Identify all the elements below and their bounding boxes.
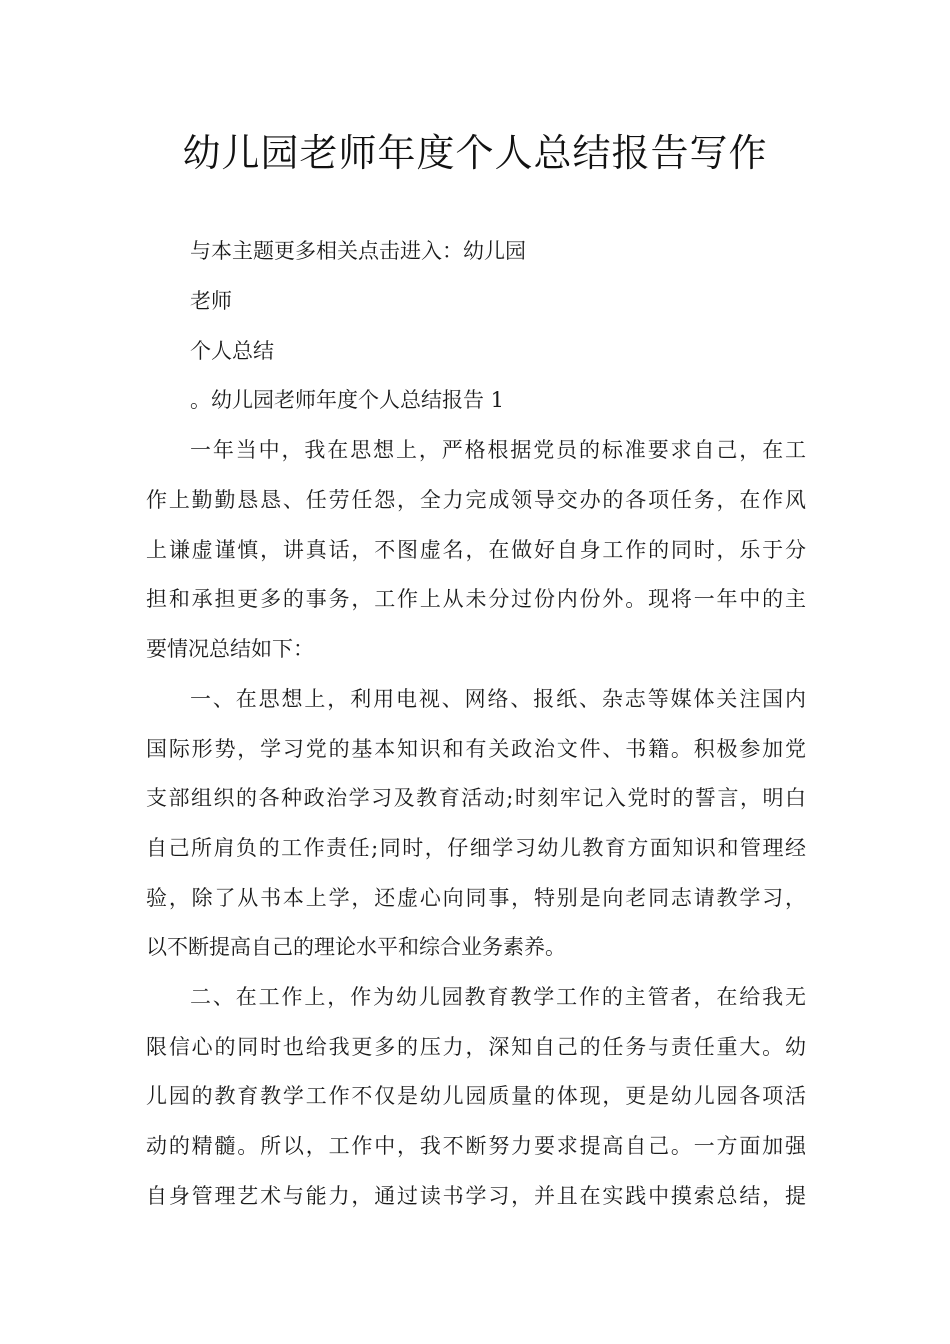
paragraph-line: 以不断提高自己的理论水平和综合业务素养。 [146, 935, 566, 959]
intro-line: 。幼儿园老师年度个人总结报告 1 [190, 388, 505, 412]
paragraph-line: 自身管理艺术与能力，通过读书学习，并且在实践中摸索总结，提 [146, 1184, 806, 1208]
intro-line: 老师 [190, 289, 232, 313]
paragraph-line: 二、在工作上，作为幼儿园教育教学工作的主管者，在给我无 [190, 985, 806, 1009]
document-title: 幼儿园老师年度个人总结报告写作 [182, 131, 768, 175]
paragraph-line: 作上勤勤恳恳、任劳任怨，全力完成领导交办的各项任务，在作风 [146, 488, 806, 512]
intro-line: 个人总结 [190, 339, 274, 363]
paragraph-line: 自己所肩负的工作责任;同时，仔细学习幼儿教育方面知识和管理经 [146, 836, 806, 860]
paragraph-line: 上谦虚谨慎，讲真话，不图虚名，在做好自身工作的同时，乐于分 [146, 538, 806, 562]
paragraph-line: 一年当中，我在思想上，严格根据党员的标准要求自己，在工 [190, 438, 806, 462]
paragraph-line: 担和承担更多的事务，工作上从未分过份内份外。现将一年中的主 [146, 587, 806, 611]
intro-line: 与本主题更多相关点击进入：幼儿园 [190, 239, 526, 263]
paragraph-line: 要情况总结如下： [146, 637, 314, 661]
paragraph-line: 儿园的教育教学工作不仅是幼儿园质量的体现，更是幼儿园各项活 [146, 1084, 806, 1108]
paragraph-line: 支部组织的各种政治学习及教育活动;时刻牢记入党时的誓言，明白 [146, 786, 806, 810]
paragraph-line: 验，除了从书本上学，还虚心向同事，特别是向老同志请教学习， [146, 886, 806, 910]
paragraph-line: 国际形势，学习党的基本知识和有关政治文件、书籍。积极参加党 [146, 737, 806, 761]
paragraph-line: 一、在思想上，利用电视、网络、报纸、杂志等媒体关注国内 [190, 687, 806, 711]
paragraph-line: 限信心的同时也给我更多的压力，深知自己的任务与责任重大。幼 [146, 1035, 806, 1059]
paragraph-line: 动的精髓。所以，工作中，我不断努力要求提高自己。一方面加强 [146, 1134, 806, 1158]
